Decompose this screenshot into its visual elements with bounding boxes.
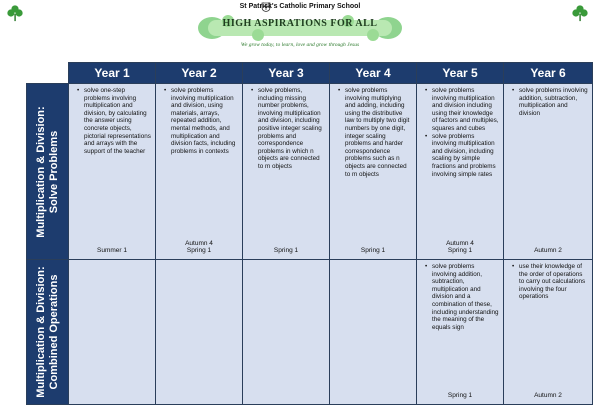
row-heading (27, 84, 69, 260)
objective-cell (69, 260, 156, 405)
row-heading (27, 260, 69, 405)
year-heading: Year 4 (330, 63, 417, 84)
corner-cell (27, 63, 69, 84)
year-heading: Year 2 (156, 63, 243, 84)
objective-cell (243, 84, 330, 260)
term-label: Summer 1 (97, 247, 127, 255)
row-heading-line: Solve Problems (47, 130, 60, 213)
row-heading-label (35, 106, 61, 237)
motto: HIGH ASPIRATIONS FOR ALL (222, 18, 378, 29)
shamrock-icon (571, 4, 589, 22)
objective-list (251, 87, 325, 171)
table-row (27, 84, 593, 260)
objective-cell (504, 260, 593, 405)
term-label: Autumn 2 (534, 392, 562, 400)
header-row (27, 63, 593, 84)
objective-cell (504, 84, 593, 260)
objective-item: • solve one-step problems involving multiplication and division, by calculating the answer using concrete objects, pictorial representations and arrays with the support of the teacher (77, 87, 151, 155)
row-heading-line: Multiplication & Division: (34, 266, 47, 398)
objective-list (338, 87, 412, 178)
objective-item: • solve problems involving multiplication and division, using materials, arrays, repeated addition, mental methods, and multiplication and division facts, including problems in contexts (164, 87, 238, 155)
objective-list (425, 263, 499, 331)
objective-item: • solve problems involving multiplication and division including using their knowledge of factors and multiples, squares and cubes (425, 87, 499, 133)
objective-cell (69, 84, 156, 260)
objective-cell (243, 260, 330, 405)
table-row (27, 260, 593, 405)
objective-cell (417, 260, 504, 405)
term-label: Autumn 4 Spring 1 (446, 239, 474, 255)
row-heading-line: Combined Operations (47, 274, 60, 390)
term-label: Spring 1 (360, 247, 386, 255)
objective-item: • solve problems involving multiplication and division, including scaling by simple fractions and problems involving simple rates (425, 133, 499, 179)
objective-list (425, 87, 499, 178)
objective-list (77, 87, 151, 155)
year-heading: Year 3 (243, 63, 330, 84)
objective-item: • solve problems involving addition, subtraction, multiplication and division and a combination of these, including understanding the meaning of the equals sign (425, 263, 499, 331)
term-label: Spring 1 (447, 392, 473, 400)
objective-cell (417, 84, 504, 260)
term-label: Spring 1 (273, 247, 299, 255)
objective-cell (156, 260, 243, 405)
objective-item: • solve problems, including missing number problems, involving multiplication and division, including positive integer scaling problems and correspondence problems in which n objects are connected to m objects (251, 87, 325, 171)
objective-list (512, 87, 588, 117)
curriculum-table (26, 62, 593, 405)
objective-item: • solve problems involving addition, subtraction, multiplication and division (512, 87, 588, 117)
year-heading: Year 6 (504, 63, 593, 84)
objective-cell (156, 84, 243, 260)
shamrock-icon (6, 4, 24, 22)
objective-cell (330, 84, 417, 260)
objective-item: • solve problems involving multiplying and adding, including using the distributive law to multiply two digit numbers by one digit, integer scaling problems and harder correspondence problems such as n objects are connected to m objects (338, 87, 412, 178)
objective-item: • use their knowledge of the order of operations to carry out calculations involving the four operations (512, 263, 588, 301)
year-heading: Year 1 (69, 63, 156, 84)
objective-list (512, 263, 588, 301)
school-header (160, 0, 440, 56)
row-heading-label (35, 266, 61, 397)
objective-list (164, 87, 238, 155)
objective-cell (330, 260, 417, 405)
school-name: St Patrick's Catholic Primary School (239, 3, 361, 10)
term-label: Autumn 2 (534, 247, 562, 255)
tagline: We grow today, to learn, love and grow through Jesus (240, 42, 360, 48)
year-heading: Year 5 (417, 63, 504, 84)
term-label: Autumn 4 Spring 1 (185, 239, 213, 255)
row-heading-line: Multiplication & Division: (34, 105, 47, 238)
